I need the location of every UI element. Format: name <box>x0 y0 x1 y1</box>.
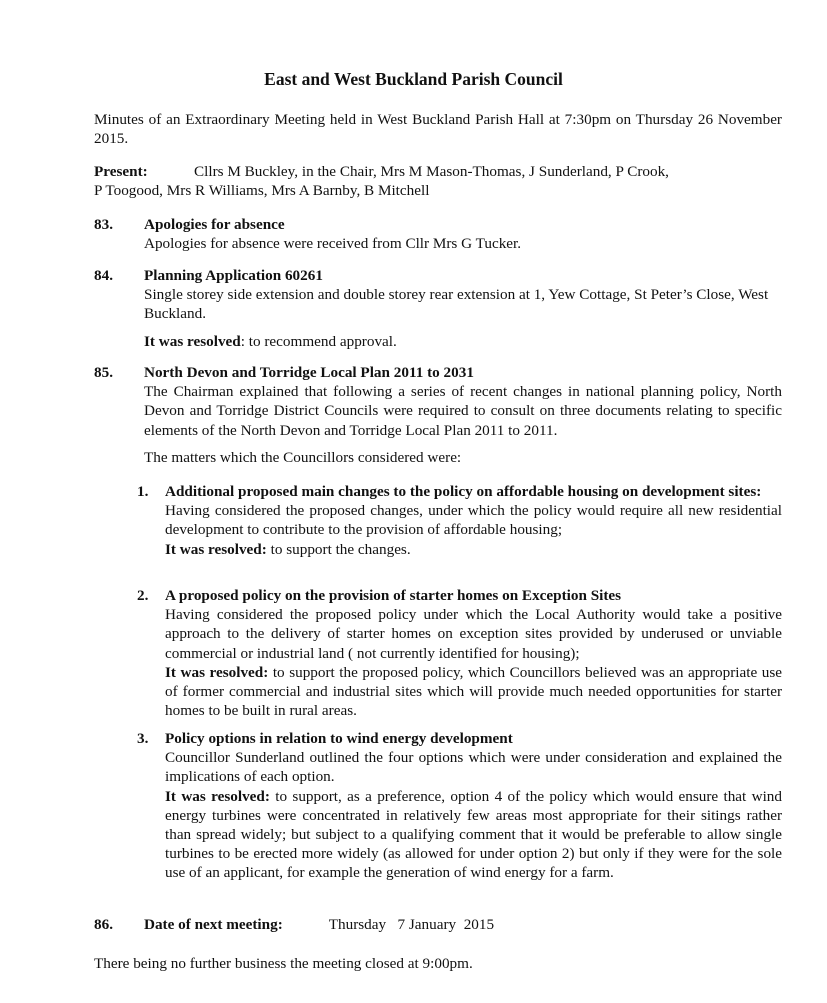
subitem-1-resolved-text: to support the changes. <box>266 540 411 558</box>
intro-paragraph: Minutes of an Extraordinary Meeting held in West Buckland Parish Hall at 7:30pm on Thursday 26 November 2015. <box>94 111 782 148</box>
item-83-text: Apologies for absence were received from Cllr Mrs G Tucker. <box>144 235 522 253</box>
subitem-2-resolution <box>165 663 782 721</box>
subitem-number-2: 2. <box>137 587 149 604</box>
subitem-3-resolved-text: to support, as a preference, option 4 of the policy which would ensure that wind energy turbines were concentrated in relatively few areas most appropriate for their sitings rather than spread widely; but subject to a qualifying comment that it would be preferable to allow single turbines to be erected more widely (as allowed for under option 2) but only if they were for the sole use of an applicant, for example the generation of wind energy for a farm. <box>165 787 782 882</box>
subitem-number-3: 3. <box>137 730 149 747</box>
item-85 <box>144 363 782 467</box>
item-84-text: Single storey side extension and double storey rear extension at 1, Yew Cottage, St Peter’s Close, West Buckland. <box>144 286 769 323</box>
subitem-3-resolution <box>165 787 782 883</box>
item-84-resolution <box>144 332 782 351</box>
subitem-3-resolved-label: It was resolved: <box>165 787 270 805</box>
subitem-3-text: Councillor Sunderland outlined the four options which were under consideration and explained the implications of each option. <box>165 749 782 786</box>
next-meeting-date: Thursday 7 January 2015 <box>328 916 495 933</box>
present-line-2: P Toogood, Mrs R Williams, Mrs A Barnby, B Mitchell <box>94 182 430 200</box>
item-number-83: 83. <box>94 216 113 233</box>
item-86-heading: Date of next meeting: <box>144 916 283 933</box>
item-85-matters: The matters which the Councillors considered were: <box>144 448 462 466</box>
closing-statement: There being no further business the meeting closed at 9:00pm. <box>94 955 473 972</box>
subitem-number-1: 1. <box>137 483 149 500</box>
subitem-1-resolution <box>165 540 782 559</box>
item-86 <box>144 915 782 934</box>
subitem-1-text: Having considered the proposed changes, under which the policy would require all new residential development to contribute to the provision of affordable housing; <box>165 502 782 539</box>
subitem-1 <box>165 482 782 559</box>
present-label: Present: <box>94 163 148 180</box>
subitem-1-heading: Additional proposed main changes to the policy on affordable housing on development sites: <box>165 483 762 500</box>
item-number-85: 85. <box>94 364 113 381</box>
item-83-heading: Apologies for absence <box>144 216 285 233</box>
document-title: East and West Buckland Parish Council <box>264 69 563 89</box>
subitem-2 <box>165 586 782 720</box>
item-number-84: 84. <box>94 267 113 284</box>
item-84-resolved-label: It was resolved <box>144 332 241 350</box>
item-85-text: The Chairman explained that following a series of recent changes in national planning policy, North Devon and Torridge District Councils were required to consult on three documents relating to specific elements of the North Devon and Torridge Local Plan 2011 to 2011. <box>144 383 782 439</box>
subitem-3 <box>165 729 782 883</box>
present-section <box>94 162 782 200</box>
item-84 <box>144 266 782 351</box>
subitem-2-resolved-text: to support the proposed policy, which Councillors believed was an appropriate use of former commercial and industrial sites which will provide much needed opportunities for starter homes to be built in rural areas. <box>165 663 782 720</box>
item-number-86: 86. <box>94 916 113 933</box>
subitem-2-text: Having considered the proposed policy under which the Local Authority would take a positive approach to the delivery of starter homes on exception sites provided by underused or unviable commercial or industrial land ( not currently identified for housing); <box>165 606 782 662</box>
item-84-resolved-text: : to recommend approval. <box>240 332 397 350</box>
subitem-3-heading: Policy options in relation to wind energy development <box>165 730 513 747</box>
present-line-1: Cllrs M Buckley, in the Chair, Mrs M Mason-Thomas, J Sunderland, P Crook, <box>194 163 669 180</box>
subitem-2-heading: A proposed policy on the provision of starter homes on Exception Sites <box>165 587 622 604</box>
item-84-heading: Planning Application 60261 <box>144 267 323 284</box>
item-85-heading: North Devon and Torridge Local Plan 2011 to 2031 <box>144 364 474 381</box>
subitem-1-resolved-label: It was resolved: <box>165 540 267 558</box>
subitem-2-resolved-label: It was resolved: <box>165 663 269 681</box>
item-83 <box>144 215 782 253</box>
